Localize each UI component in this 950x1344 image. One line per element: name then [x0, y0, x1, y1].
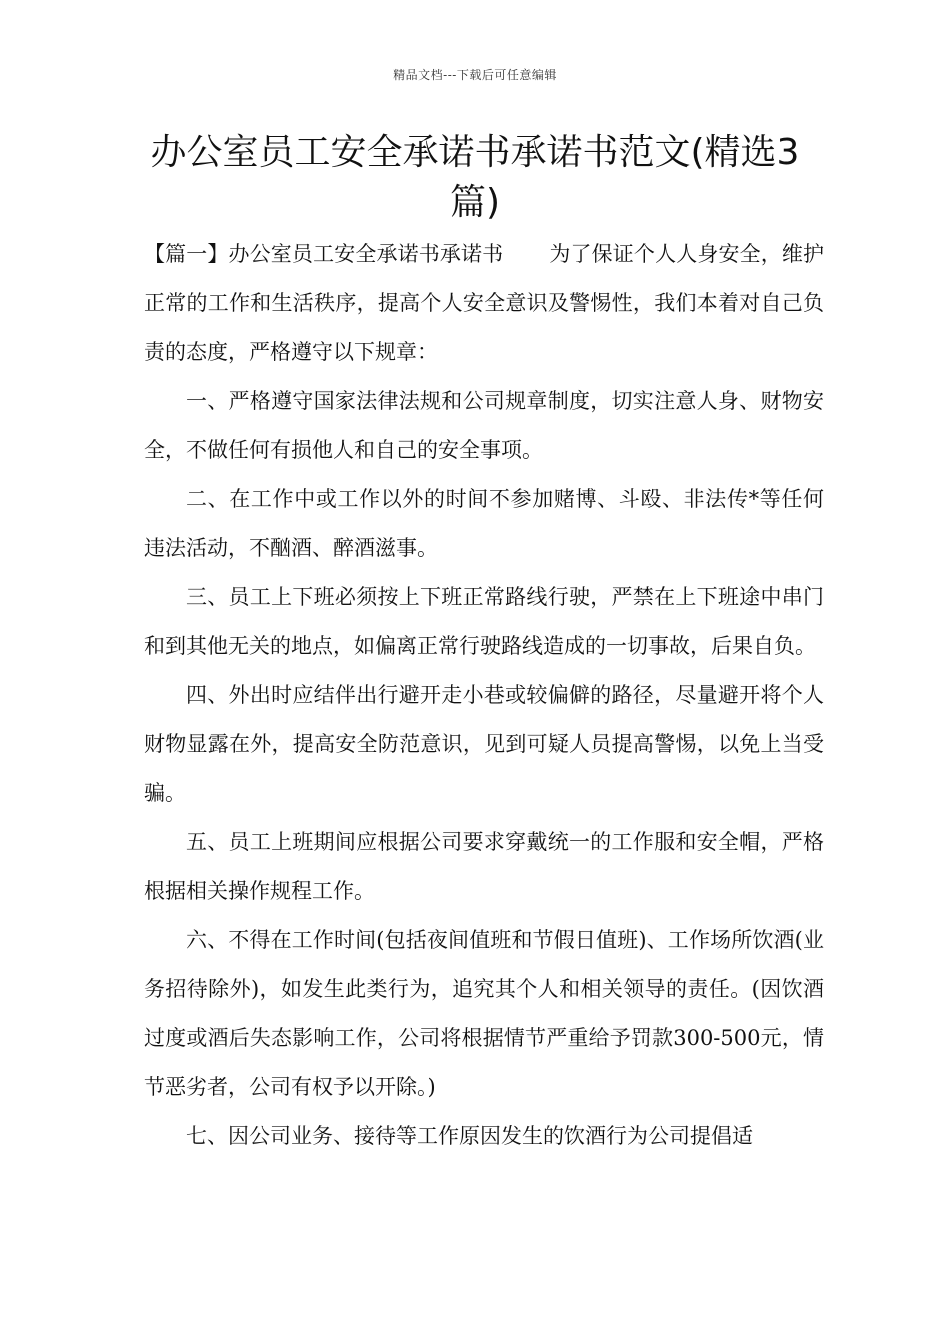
item-paragraph-1: 一、严格遵守国家法律法规和公司规章制度，切实注意人身、财物安全，不做任何有损他人和自己的安全事项。	[144, 389, 824, 462]
intro-paragraph	[144, 230, 824, 377]
item-paragraph-5: 五、员工上班期间应根据公司要求穿戴统一的工作服和安全帽，严格根据相关操作规程工作。	[144, 830, 824, 903]
item-paragraph-2: 二、在工作中或工作以外的时间不参加赌博、斗殴、非法传*等任何违法活动，不酗酒、醉酒滋事。	[144, 487, 824, 560]
item-paragraph-7: 七、因公司业务、接待等工作原因发生的饮酒行为公司提倡适	[186, 1124, 753, 1148]
section-label: 【篇一】办公室员工安全承诺书承诺书	[144, 242, 504, 266]
item-paragraph-4: 四、外出时应结伴出行避开走小巷或较偏僻的路径，尽量避开将个人财物显露在外，提高安全防范意识，见到可疑人员提高警惕，以免上当受骗。	[144, 683, 824, 805]
document-title: 办公室员工安全承诺书承诺书范文(精选3篇)	[150, 132, 800, 223]
item-paragraph-3: 三、员工上下班必须按上下班正常路线行驶，严禁在上下班途中串门和到其他无关的地点，如偏离正常行驶路线造成的一切事故，后果自负。	[144, 585, 824, 658]
document-body	[144, 230, 824, 1161]
intro-text: 为了保证个人人身安全，维护正常的工作和生活秩序，提高个人安全意识及警惕性，我们本着对自己负责的态度，严格遵守以下规章：	[144, 242, 824, 364]
item-paragraph-6: 六、不得在工作时间(包括夜间值班和节假日值班)、工作场所饮酒(业务招待除外)，如发生此类行为，追究其个人和相关领导的责任。(因饮酒过度或酒后失态影响工作，公司将根据情节严重给予罚款300-500元，情节恶劣者，公司有权予以开除。)	[144, 928, 824, 1099]
header-note: 精品文档---下载后可任意编辑	[393, 68, 557, 82]
